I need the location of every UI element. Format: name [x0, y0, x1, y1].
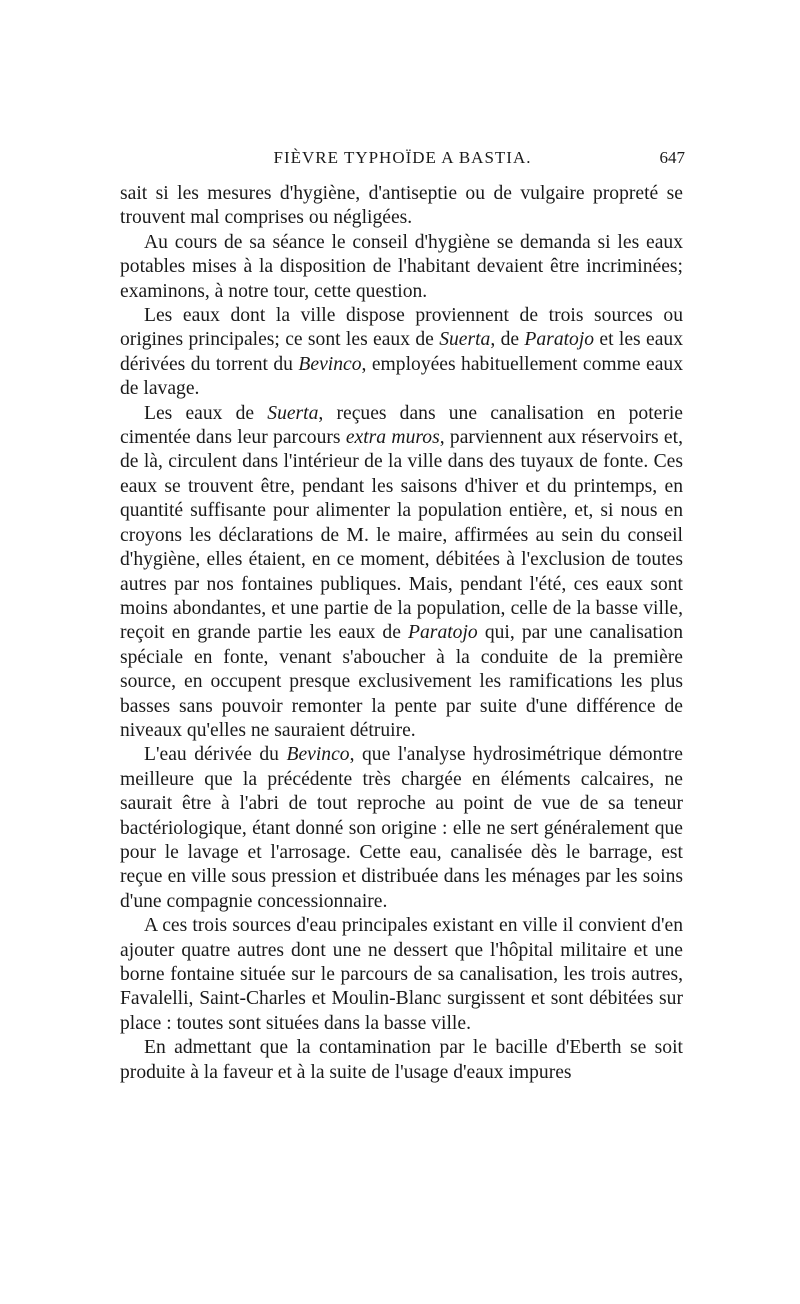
place-name-italic: Suerta	[439, 329, 491, 351]
place-name-italic: Paratojo	[524, 329, 595, 351]
text-run: L'eau dérivée du	[144, 744, 287, 766]
text-run: A ces trois sources d'eau principales existant en ville il convient d'en ajouter quatre autres dont une ne dessert que l'hôpital militaire et une borne fontaine située sur le parcours de sa canalisation, les trois autres, Favalelli, Saint-Charles et Moulin-Blanc surgissent et sont débitées sur place : toutes sont situées dans la basse ville.	[120, 915, 683, 1034]
text-run: et les eaux dérivées du torrent du	[120, 329, 683, 375]
body-text	[120, 182, 683, 1085]
place-name-italic: Paratojo	[408, 622, 478, 644]
latin-phrase-italic: extra muros	[345, 427, 440, 449]
text-run: , que l'analyse hydrosimétrique démontre meilleure que la précédente très chargée en éléments calcaires, ne saurait être à l'abri de tout reproche au point de vue de sa teneur bactériologique, étant donné son origine : elle ne sert généralement que pour le lavage et l'arrosage. Cette eau, canalisée dès le barrage, est reçue en ville sous pression et distribuée dans les ménages par les soins d'une compagnie concessionnaire.	[120, 744, 683, 912]
page-header	[120, 148, 685, 172]
text-run: , parviennent aux réservoirs et, de là, circulent dans l'intérieur de la ville dans des tuyaux de fonte. Ces eaux se trouvent être, pendant les saisons d'hiver et du printemps, en quantité suffisante pour alimenter la population entière, et, si nous en croyons les déclarations de M. le maire, affirmées au sein du conseil d'hygiène, elles étaient, en ce moment, débitées à l'exclusion de toutes autres par nos fontaines publiques. Mais, pendant l'été, ces eaux sont moins abondantes, et une partie de la population, celle de la basse ville, reçoit en grande partie les eaux de	[120, 427, 683, 644]
place-name-italic: Bevinco	[298, 353, 362, 375]
paragraph	[120, 1036, 683, 1085]
paragraph	[120, 914, 683, 1036]
paragraph	[120, 743, 683, 914]
text-run: En admettant que la contamination par le bacille d'Eberth se soit produite à la faveur et à la suite de l'usage d'eaux impures	[120, 1037, 683, 1083]
page-number: 647	[659, 148, 685, 167]
paragraph	[120, 304, 683, 402]
running-title: FIÈVRE TYPHOÏDE A BASTIA.	[273, 148, 532, 167]
place-name-italic: Bevinco	[286, 744, 350, 766]
paragraph	[120, 402, 683, 744]
text-run: Les eaux de	[144, 402, 268, 424]
text-run: qui, par une canalisation spéciale en fonte, venant s'aboucher à la conduite de la première source, en occupent presque exclusivement les ramifications les plus basses sans pouvoir remonter la pente par suite d'une différence de niveaux qu'elles ne sauraient détruire.	[120, 622, 683, 741]
text-run: Les eaux dont la ville dispose proviennent de trois sources ou origines principales; ce sont les eaux de	[120, 305, 683, 351]
paragraph	[120, 231, 683, 304]
paragraph	[120, 182, 683, 231]
place-name-italic: Suerta	[267, 402, 319, 424]
text-run: , employées habituellement comme eaux de lavage.	[120, 353, 683, 400]
text-run: , reçues dans une canalisation en poterie cimentée dans leur parcours	[120, 402, 683, 449]
text-run: sait si les mesures d'hygiène, d'antiseptie ou de vulgaire propreté se trouvent mal comprises ou négligées.	[120, 183, 683, 229]
text-run: Au cours de sa séance le conseil d'hygiène se demanda si les eaux potables mises à la disposition de l'habitant devaient être incriminées; examinons, à notre tour, cette question.	[120, 231, 683, 302]
text-run: , de	[490, 329, 525, 351]
